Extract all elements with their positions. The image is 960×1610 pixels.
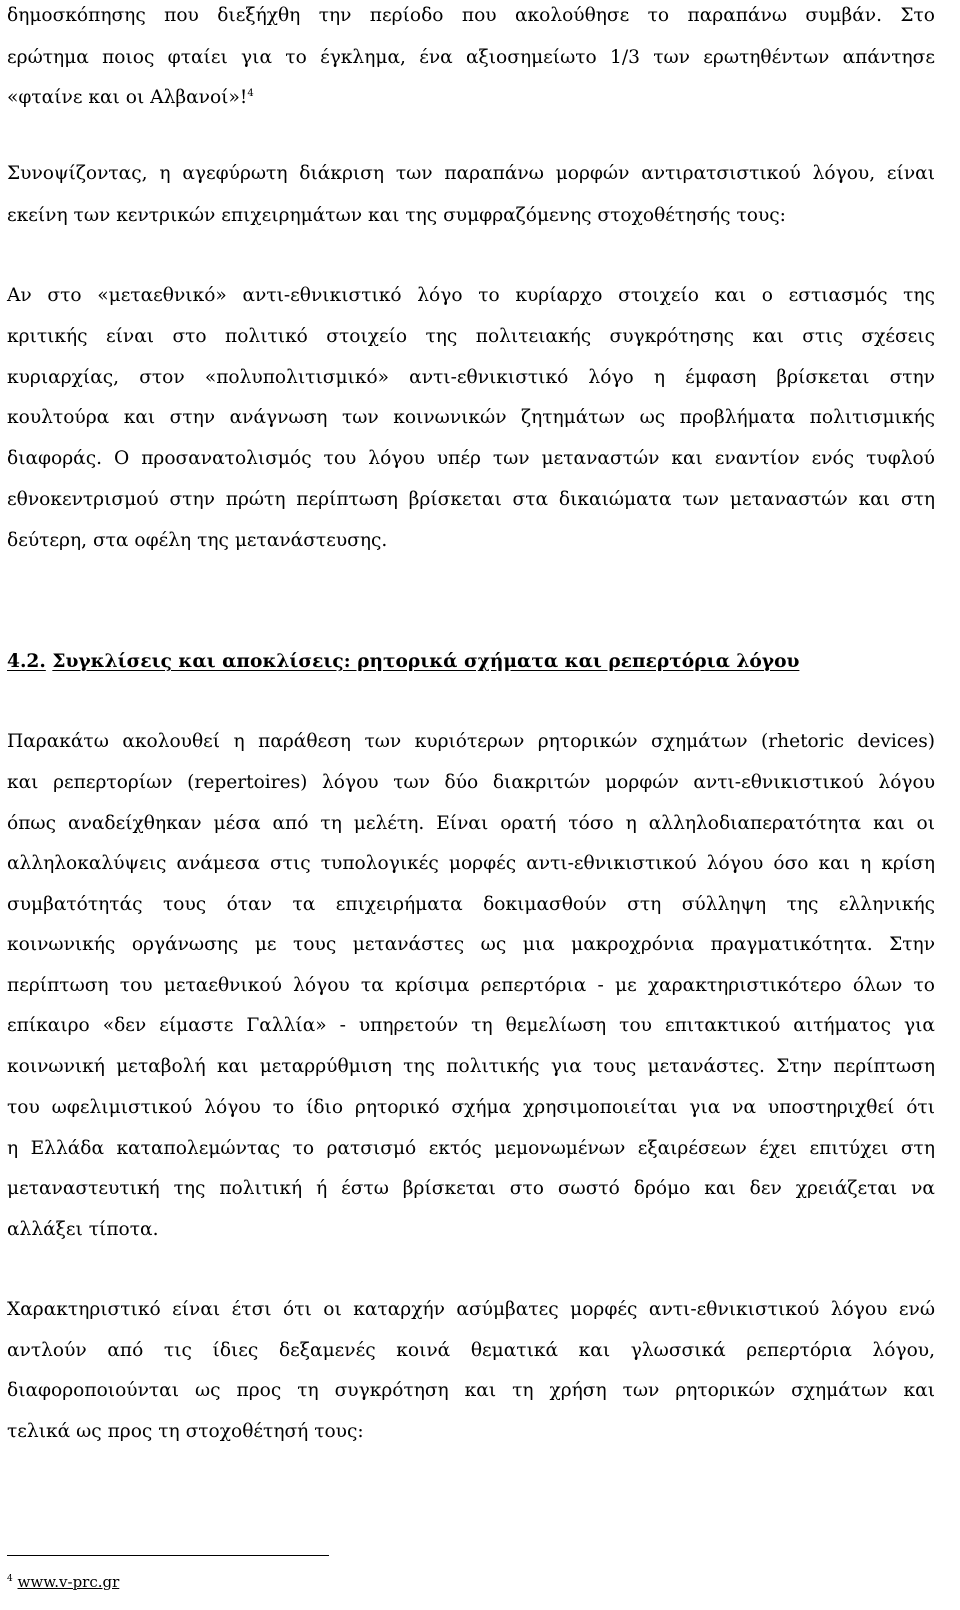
comparison-line-1: Αν στο «μεταεθνικό» αντι-εθνικιστικό λόγο το κυρίαρχο στοιχείο και ο εστιασμός της	[7, 285, 935, 306]
body-line-4: αλληλοκαλύψεις ανάμεσα στις τυπολογικές μορφές αντι-εθνικιστικού λόγου όσο και η κρίση	[7, 853, 935, 874]
footnote	[7, 1572, 119, 1592]
footnote-reference[interactable]: 4	[247, 87, 254, 99]
comparison-line-5: διαφοράς. Ο προσανατολισμός του λόγου υπέρ των μεταναστών και εναντίον ενός τυφλού	[7, 448, 935, 469]
body-line-12: μεταναστευτική της πολιτική ή έστω βρίσκεται στο σωστό δρόμο και δεν χρειάζεται να	[7, 1178, 935, 1199]
section-title: Συγκλίσεις και αποκλίσεις: ρητορικά σχήματα και ρεπερτόρια λόγου	[52, 651, 800, 672]
comparison-line-3: κυριαρχίας, στον «πολυπολιτισμικό» αντι-εθνικιστικό λόγο η έμφαση βρίσκεται στην	[7, 367, 935, 388]
intro-line-1: δημοσκόπησης που διεξήχθη την περίοδο που ακολούθησε το παραπάνω συμβάν. Στο	[7, 5, 935, 26]
summary-line-1: Συνοψίζοντας, η αγεφύρωτη διάκριση των παραπάνω μορφών αντιρατσιστικού λόγου, είναι	[7, 163, 935, 184]
closing-line-3: διαφοροποιούνται ως προς τη συγκρότηση και τη χρήση των ρητορικών σχημάτων και	[7, 1380, 935, 1401]
section-heading	[7, 650, 799, 674]
footnote-link[interactable]: www.v-prc.gr	[17, 1573, 120, 1591]
closing-line-1: Χαρακτηριστικό είναι έτσι ότι οι καταρχήν ασύμβατες μορφές αντι-εθνικιστικού λόγου ενώ	[7, 1299, 935, 1320]
intro-line-3-text: «φταίνε και οι Αλβανοί»!	[7, 87, 248, 108]
comparison-line-6: εθνοκεντρισμού στην πρώτη περίπτωση βρίσκεται στα δικαιώματα των μεταναστών και στη	[7, 489, 935, 510]
summary-line-2: εκείνη των κεντρικών επιχειρημάτων και της συμφραζόμενης στοχοθέτησής τους:	[7, 205, 786, 226]
footnote-separator	[7, 1555, 329, 1556]
comparison-line-2: κριτικής είναι στο πολιτικό στοιχείο της πολιτειακής συγκρότησης και στις σχέσεις	[7, 326, 935, 347]
body-line-3: όπως αναδείχθηκαν μέσα από τη μελέτη. Είναι ορατή τόσο η αλληλοδιαπερατότητα και οι	[7, 813, 935, 834]
body-line-9: κοινωνική μεταβολή και μεταρρύθμιση της πολιτικής για τους μετανάστες. Στην περίπτωση	[7, 1056, 935, 1077]
body-line-2: και ρεπερτορίων (repertoires) λόγου των δύο διακριτών μορφών αντι-εθνικιστικού λόγου	[7, 772, 935, 793]
closing-line-2: αντλούν από τις ίδιες δεξαμενές κοινά θεματικά και γλωσσικά ρεπερτόρια λόγου,	[7, 1340, 935, 1361]
comparison-line-4: κουλτούρα και στην ανάγνωση των κοινωνικών ζητημάτων ως προβλήματα πολιτισμικής	[7, 407, 935, 428]
section-number: 4.2.	[7, 651, 46, 672]
body-line-8: επίκαιρο «δεν είμαστε Γαλλία» - υπηρετούν τη θεμελίωση του επιτακτικού αιτήματος για	[7, 1015, 935, 1036]
comparison-line-7: δεύτερη, στα οφέλη της μετανάστευσης.	[7, 530, 388, 551]
intro-line-3	[7, 86, 935, 110]
body-line-10: του ωφελιμιστικού λόγου το ίδιο ρητορικό σχήμα χρησιμοποιείται για να υποστηριχθεί ότι	[7, 1097, 935, 1118]
body-line-13: αλλάξει τίποτα.	[7, 1219, 159, 1240]
intro-line-2: ερώτημα ποιος φταίει για το έγκλημα, ένα αξιοσημείωτο 1/3 των ερωτηθέντων απάντησε	[7, 47, 935, 68]
footnote-number: 4	[7, 1574, 13, 1584]
closing-line-4: τελικά ως προς τη στοχοθέτησή τους:	[7, 1421, 364, 1442]
body-line-11: η Ελλάδα καταπολεμώντας το ρατσισμό εκτός μεμονωμένων εξαιρέσεων έχει επιτύχει στη	[7, 1138, 935, 1159]
body-line-5: συμβατότητάς τους όταν τα επιχειρήματα δοκιμασθούν στη σύλληψη της ελληνικής	[7, 894, 935, 915]
body-line-7: περίπτωση του μεταεθνικού λόγου τα κρίσιμα ρεπερτόρια - με χαρακτηριστικότερο όλων το	[7, 975, 935, 996]
body-line-1: Παρακάτω ακολουθεί η παράθεση των κυριότερων ρητορικών σχημάτων (rhetoric devices)	[7, 731, 935, 752]
body-line-6: κοινωνικής οργάνωσης με τους μετανάστες ως μια μακροχρόνια πραγματικότητα. Στην	[7, 934, 935, 955]
